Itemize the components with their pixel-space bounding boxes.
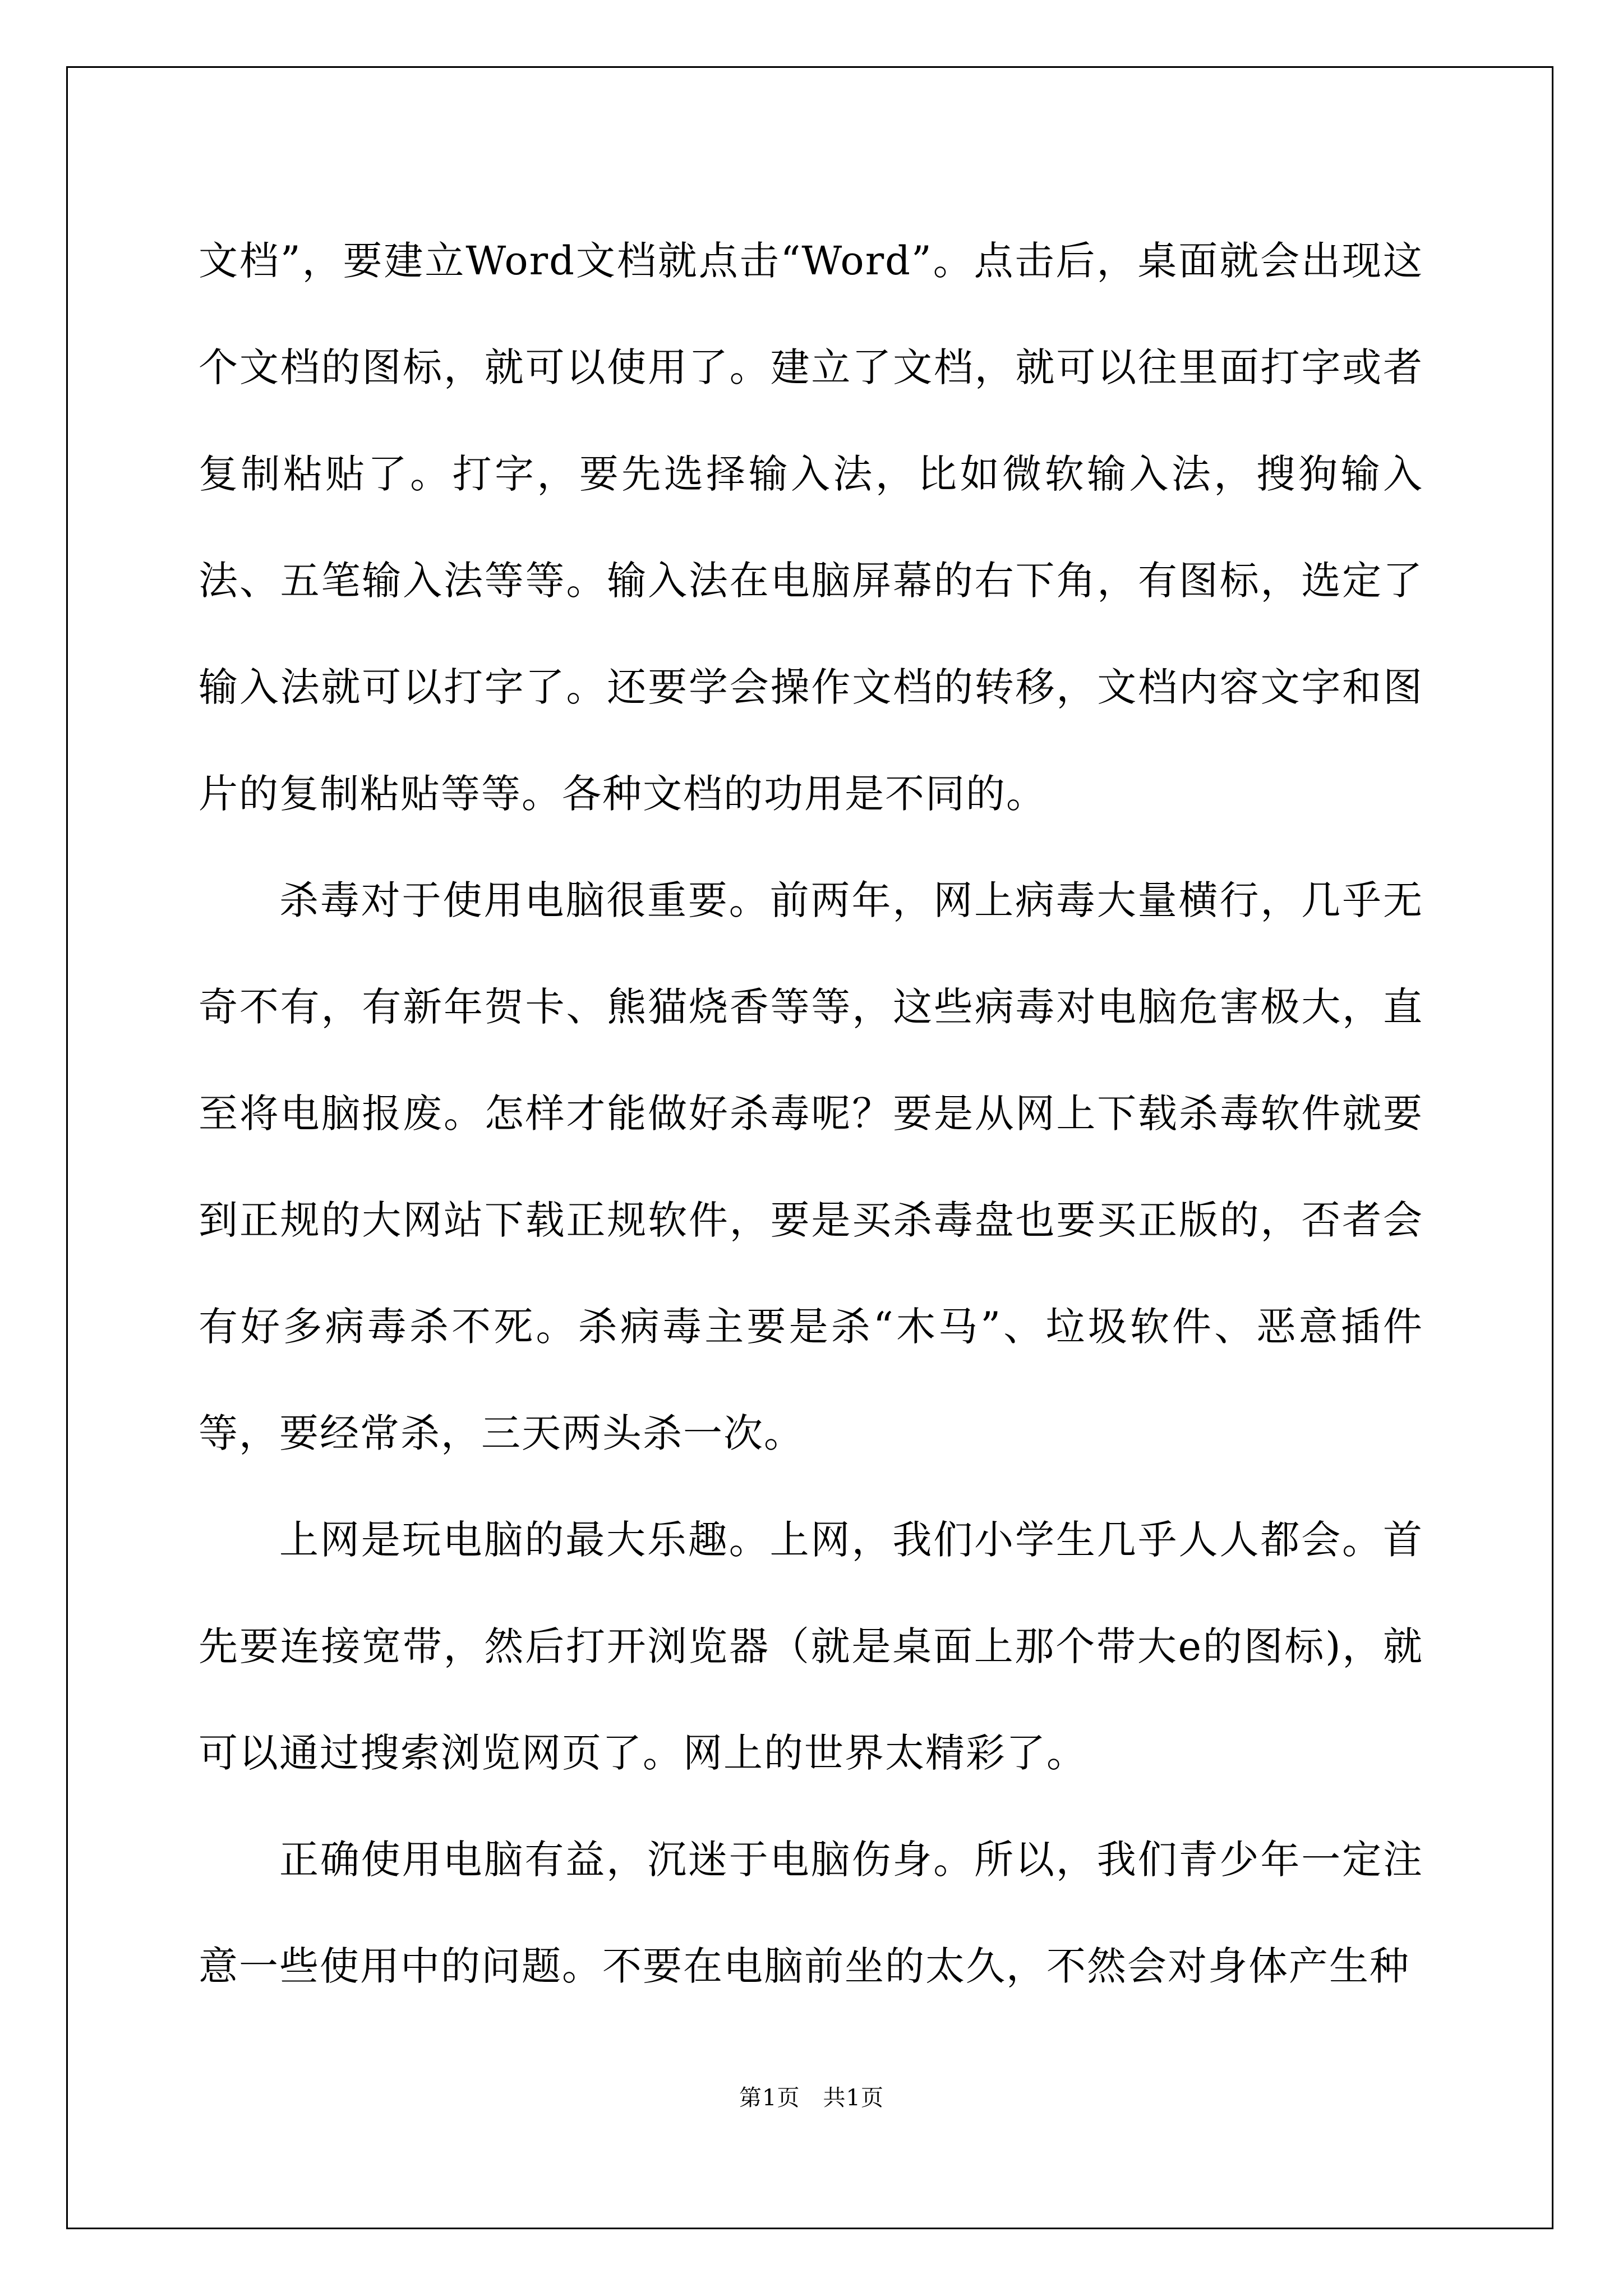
paragraph-healthy-use: 正确使用电脑有益，沉迷于电脑伤身。所以，我们青少年一定注意一些使用中的问题。不要在电脑前坐的太久，不然会对身体产生种 <box>199 1837 1423 1989</box>
document-body <box>199 208 1423 2019</box>
paragraph-antivirus: 杀毒对于使用电脑很重要。前两年，网上病毒大量横行，几乎无奇不有，有新年贺卡、熊猫烧香等等，这些病毒对电脑危害极大，直至将电脑报废。怎样才能做好杀毒呢？要是从网上下载杀毒软件就要到正规的大网站下载正规软件，要是买杀毒盘也要买正版的，否者会有好多病毒杀不死。杀病毒主要是杀“木马”、垃圾软件、恶意插件等，要经常杀，三天两头杀一次。 <box>199 877 1423 1456</box>
page-number-footer: 第1页 共1页 <box>739 2085 884 2111</box>
paragraph-software-docs: 文档”，要建立Word文档就点击“Word”。点击后，桌面就会出现这个文档的图标，就可以使用了。建立了文档，就可以往里面打字或者复制粘贴了。打字，要先选择输入法，比如微软输入法，搜狗输入法、五笔输入法等等。输入法在电脑屏幕的右下角，有图标，选定了输入法就可以打字了。还要学会操作文档的转移，文档内容文字和图片的复制粘贴等等。各种文档的功用是不同的。 <box>199 238 1423 817</box>
paragraph-internet: 上网是玩电脑的最大乐趣。上网，我们小学生几乎人人都会。首先要连接宽带，然后打开浏览器（就是桌面上那个带大e的图标)，就可以通过搜索浏览网页了。网上的世界太精彩了。 <box>199 1517 1423 1776</box>
